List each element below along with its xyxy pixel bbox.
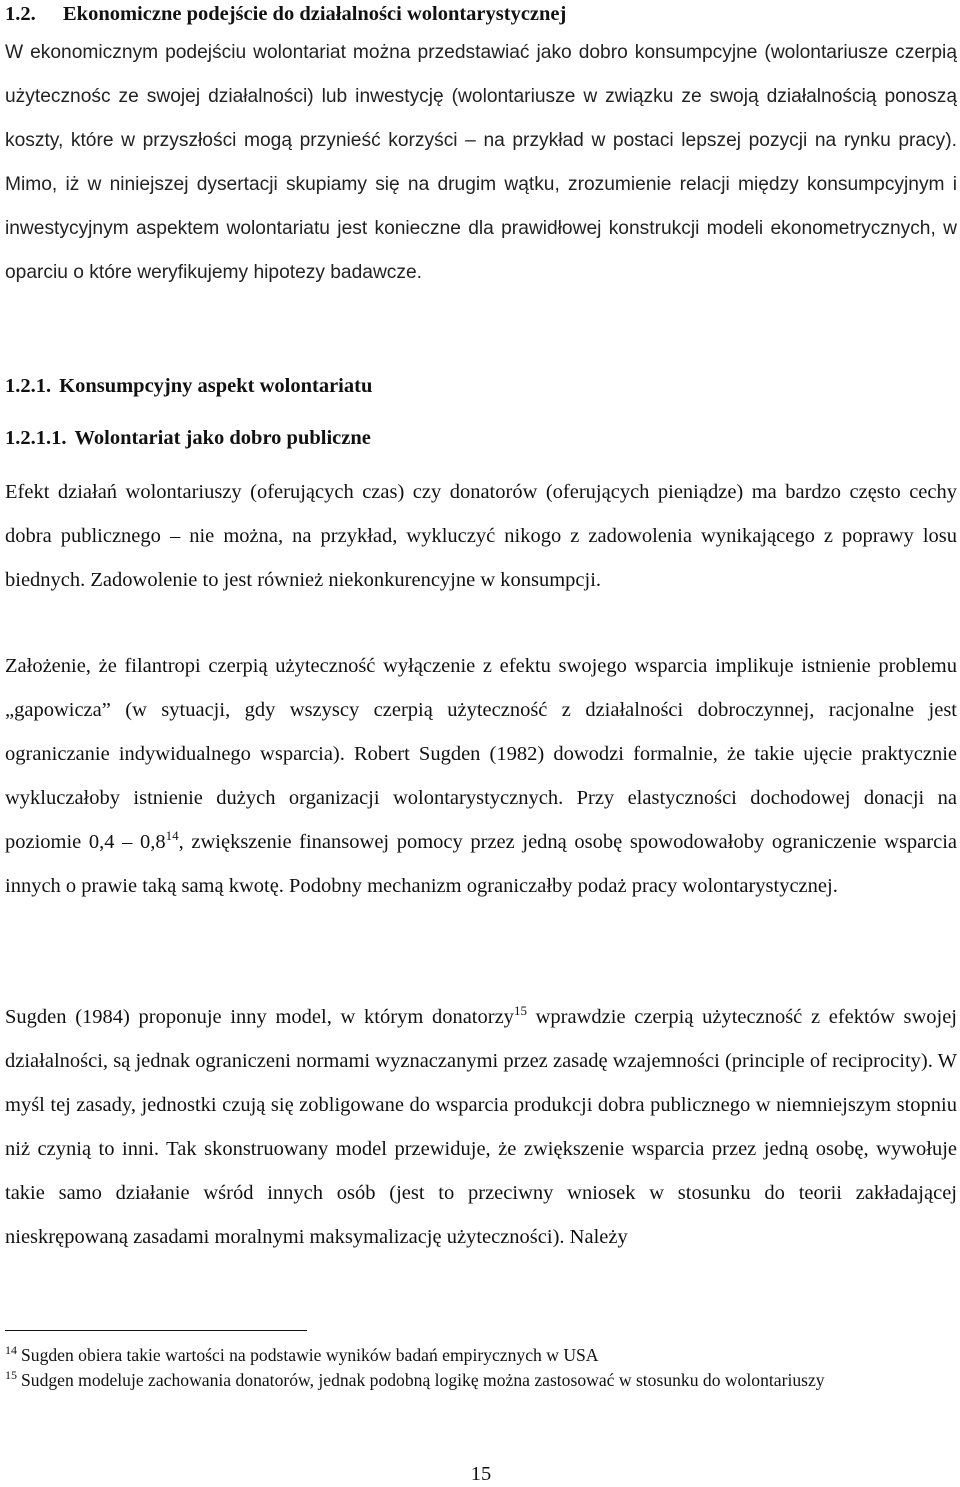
section-heading bbox=[5, 2, 566, 26]
footnote-15 bbox=[5, 1369, 957, 1391]
paragraph-2-text-before: Założenie, że filantropi czerpią użyteczność wyłączenie z efektu swojego wsparcia implikuje istnienie problemu „gapowicza” (w sytuacji, gdy wszyscy czerpią użyteczność z działalności dobroczynnej, racjonalne jest ograniczanie indywidualnego wsparcia). Robert Sugden (1982) dowodzi formalnie, że takie ujęcie praktycznie wykluczałoby istnienie dużych organizacji wolontarystycznych. Przy elastyczności dochodowej donacji na poziomie 0,4 – 0,8 bbox=[5, 655, 957, 853]
subsubsection-number: 1.2.1.1. bbox=[5, 427, 67, 449]
paragraph-3-text-after: wprawdzie czerpią użyteczność z efektów swojej działalności, są jednak ograniczeni normami wyznaczanymi przez zasadę wzajemności (principle of reciprocity). W myśl tej zasady, jednostki czują się zobligowane do wsparcia produkcji dobra publicznego w niemniejszym stopniu niż czynią to inni. Tak skonstruowany model przewiduje, że zwiększenie wsparcia przez jedną osobę, wywołuje takie samo działanie wśród innych osób (jest to przeciwny wniosek w stosunku do teorii zakładającej nieskrępowaną zasadami moralnymi maksymalizację użyteczności). Należy bbox=[5, 1006, 958, 1248]
footnote-14-number: 14 bbox=[5, 1343, 17, 1357]
footnote-15-text: Sudgen modeluje zachowania donatorów, jednak podobną logikę można zastosować w stosunku do wolontariuszy bbox=[21, 1370, 825, 1390]
subsection-title: Konsumpcyjny aspekt wolontariatu bbox=[59, 375, 373, 397]
body-paragraph-1: Efekt działań wolontariuszy (oferujących czas) czy donatorów (oferujących pieniądze) ma bardzo często cechy dobra publicznego – nie można, na przykład, wykluczyć nikogo z zadowolenia wynikającego z poprawy losu biednych. Zadowolenie to jest również niekonkurencyjne w konsumpcji. bbox=[5, 481, 957, 591]
section-number: 1.2. bbox=[5, 3, 36, 25]
subsection-heading bbox=[5, 374, 372, 398]
body-paragraph-3 bbox=[5, 995, 957, 1259]
subsubsection-heading bbox=[5, 426, 371, 450]
page-number: 15 bbox=[470, 1463, 492, 1485]
footnote-14 bbox=[5, 1344, 957, 1366]
subsubsection-title: Wolontariat jako dobro publiczne bbox=[74, 427, 371, 449]
paragraph-3-text-before: Sugden (1984) proponuje inny model, w którym donatorzy bbox=[5, 1006, 514, 1028]
footnote-separator bbox=[5, 1330, 307, 1331]
footnote-15-number: 15 bbox=[5, 1368, 17, 1382]
body-paragraph-2 bbox=[5, 644, 957, 908]
footnote-reference-15[interactable]: 15 bbox=[513, 1003, 527, 1018]
footnote-reference-14[interactable]: 14 bbox=[165, 828, 179, 843]
subsection-number: 1.2.1. bbox=[5, 375, 52, 397]
footnote-14-text: Sugden obiera takie wartości na podstawie wyników badań empirycznych w USA bbox=[21, 1345, 599, 1365]
section-title: Ekonomiczne podejście do działalności wolontarystycznej bbox=[63, 3, 567, 25]
paragraph-2-text-after: , zwiększenie finansowej pomocy przez jedną osobę spowodowałoby ograniczenie wsparcia innych o prawie taką samą kwotę. Podobny mechanizm ograniczałby podaż pracy wolontarystycznej. bbox=[5, 831, 957, 897]
intro-paragraph: W ekonomicznym podejściu wolontariat można przedstawiać jako dobro konsumpcyjne (wolontariusze czerpią użytecznośc ze swojej działalności) lub inwestycję (wolontariusze w związku ze swoją działalnością ponoszą koszty, które w przyszłości mogą przynieść korzyści – na przykład w postaci lepszej pozycji na rynku pracy). Mimo, iż w niniejszej dysertacji skupiamy się na drugim wątku, zrozumienie relacji między konsumpcyjnym i inwestycyjnym aspektem wolontariatu jest konieczne dla prawidłowej konstrukcji modeli ekonometrycznych, w oparciu o które weryfikujemy hipotezy badawcze. bbox=[5, 42, 957, 283]
